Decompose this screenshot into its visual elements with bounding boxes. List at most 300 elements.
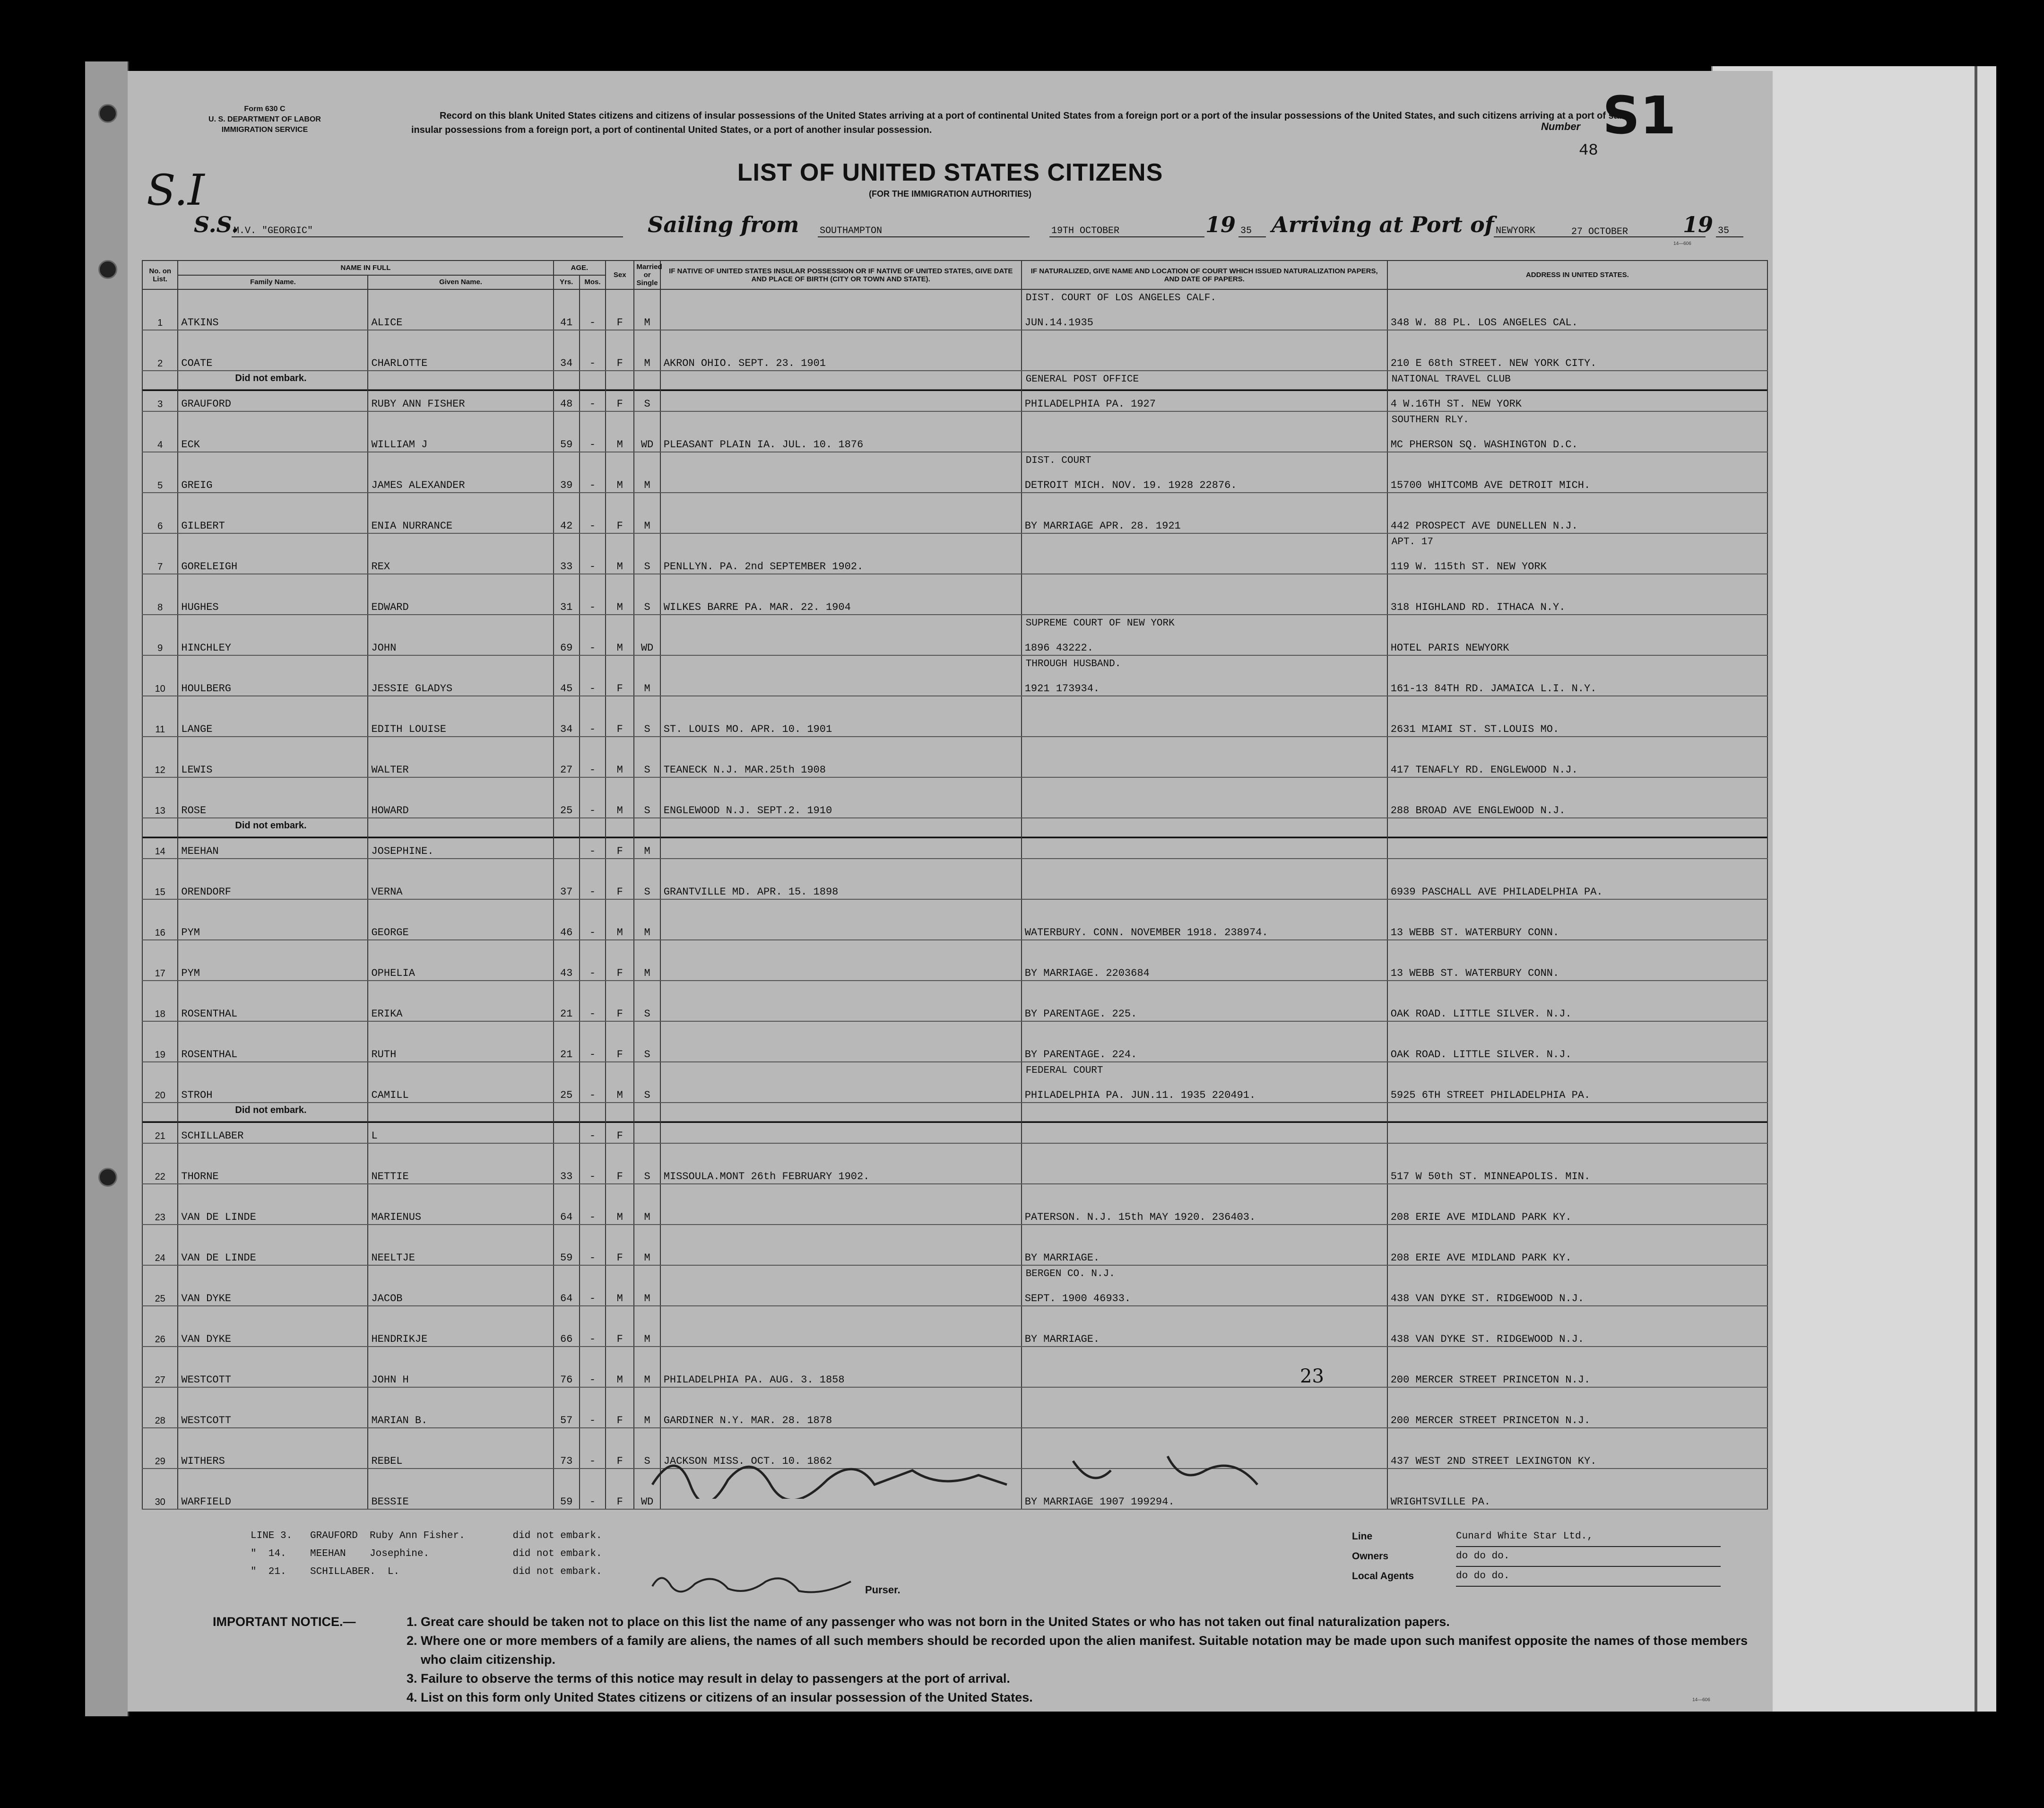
us-address (1387, 1143, 1767, 1184)
birth-place-date-text: ENGLEWOOD N.J. SEPT.2. 1910 (663, 805, 832, 817)
sex (606, 1062, 634, 1103)
marital-status (634, 1184, 660, 1225)
naturalization (1022, 655, 1387, 696)
row-number (142, 533, 178, 574)
sex (606, 452, 634, 493)
sex-text: F (616, 357, 623, 369)
given-name-text: JOHN H (371, 1374, 409, 1386)
age-months-text: - (589, 1008, 596, 1020)
family-name (178, 330, 368, 371)
family-name (178, 655, 368, 696)
age-years (554, 859, 580, 899)
sex (606, 1021, 634, 1062)
sex-text: M (616, 601, 623, 613)
age-months (580, 533, 606, 574)
naturalization-text: BY MARRIAGE 1907 199294. (1024, 1496, 1175, 1508)
family-name-text: VAN DYKE (181, 1293, 232, 1304)
family-name (178, 452, 368, 493)
us-address (1387, 1347, 1767, 1387)
row-number-text: 8 (157, 602, 163, 613)
age-months (580, 1387, 606, 1428)
birth-place-date (660, 533, 1022, 574)
sex (606, 981, 634, 1021)
naturalization (1022, 1265, 1387, 1306)
family-name-text: COATE (181, 357, 213, 369)
us-address-text: 6939 PASCHALL AVE PHILADELPHIA PA. (1390, 886, 1603, 898)
age-months-text: - (589, 1333, 596, 1345)
sex (606, 818, 634, 859)
table-row (142, 1347, 1767, 1387)
naturalization-line-1: SUPREME COURT OF NEW YORK (1025, 618, 1175, 629)
sex (606, 615, 634, 655)
row-number (142, 859, 178, 899)
birth-place-date (660, 1021, 1022, 1062)
birth-place-date (660, 1103, 1022, 1143)
age-months (580, 1021, 606, 1062)
family-name-text: STROH (181, 1089, 213, 1101)
col-given-name: Given Name. (368, 275, 553, 290)
row-number-text: 13 (155, 806, 165, 816)
given-name (368, 981, 553, 1021)
given-name (368, 940, 553, 981)
table-row (142, 1021, 1767, 1062)
sex (606, 655, 634, 696)
sex-text: F (616, 520, 623, 532)
sex-text: F (616, 967, 623, 979)
family-name-text: WARFIELD (181, 1496, 232, 1508)
sailing-label: Sailing from (648, 212, 799, 237)
family-name-text: HUGHES (181, 601, 219, 613)
age-months (580, 899, 606, 940)
passenger-rows (142, 289, 1767, 1509)
age-months (580, 859, 606, 899)
row-number (142, 289, 178, 330)
birth-place-date-text: PHILADELPHIA PA. AUG. 3. 1858 (663, 1374, 845, 1386)
age-years-text: 57 (560, 1415, 573, 1426)
age-months-text: - (589, 764, 596, 776)
row-number (142, 371, 178, 411)
age-years (554, 452, 580, 493)
birth-place-date (660, 452, 1022, 493)
col-mos: Mos. (580, 275, 606, 290)
us-address (1387, 533, 1767, 574)
birth-place-date (660, 940, 1022, 981)
marital-status (634, 940, 660, 981)
sex-text: M (616, 1374, 623, 1386)
age-months-text: - (589, 520, 596, 532)
naturalization (1022, 1021, 1387, 1062)
notice-list (407, 1612, 1754, 1707)
given-name (368, 1347, 553, 1387)
naturalization-text: BY MARRIAGE. 2203684 (1024, 967, 1150, 979)
row-number (142, 1103, 178, 1143)
marital-status (634, 1265, 660, 1306)
given-name-text: RUBY ANN FISHER (371, 398, 465, 410)
marital-status (634, 1143, 660, 1184)
age-months-text: - (589, 1211, 596, 1223)
did-not-embark-note: Did not embark. (235, 1105, 307, 1115)
birth-place-date (660, 330, 1022, 371)
given-name (368, 899, 553, 940)
row-number (142, 981, 178, 1021)
us-address-text: 5925 6TH STREET PHILADELPHIA PA. (1390, 1089, 1591, 1101)
age-months-text: - (589, 601, 596, 613)
naturalization-text: BY PARENTAGE. 225. (1024, 1008, 1137, 1020)
us-address (1387, 1306, 1767, 1347)
family-name-text: THORNE (181, 1171, 219, 1182)
age-months-text: - (589, 1496, 596, 1508)
naturalization (1022, 330, 1387, 371)
age-months-text: - (589, 967, 596, 979)
marital-status (634, 615, 660, 655)
table-row (142, 777, 1767, 818)
family-name (178, 1062, 368, 1103)
sex-text: F (616, 1130, 623, 1142)
age-years-text: 25 (560, 805, 573, 817)
table-row (142, 696, 1767, 737)
row-number (142, 1469, 178, 1509)
table-row (142, 371, 1767, 411)
age-months (580, 1062, 606, 1103)
age-months-text: - (589, 317, 596, 329)
family-name (178, 493, 368, 533)
family-name-text: PYM (181, 967, 200, 979)
marital-status-text: S (644, 1089, 650, 1101)
age-years (554, 1062, 580, 1103)
row-number-text: 11 (155, 724, 165, 735)
age-years (554, 615, 580, 655)
given-name-text: NETTIE (371, 1171, 409, 1182)
naturalization-line-1: GENERAL POST OFFICE (1025, 374, 1139, 385)
marital-status-text: S (644, 764, 650, 776)
us-address-text: WRIGHTSVILLE PA. (1390, 1496, 1490, 1508)
footer-note: " 14. MEEHAN Josephine. did not embark. (251, 1548, 602, 1559)
page-title: LIST OF UNITED STATES CITIZENS (737, 159, 1163, 186)
birth-place-date-text: PENLLYN. PA. 2nd SEPTEMBER 1902. (663, 561, 864, 573)
given-name (368, 696, 553, 737)
form-number: Form 630 C (244, 105, 286, 113)
department-name: U. S. DEPARTMENT OF LABOR (208, 115, 321, 123)
given-name (368, 371, 553, 411)
age-years-text: 41 (560, 317, 573, 329)
row-number (142, 818, 178, 859)
family-name-text: GREIG (181, 479, 213, 491)
birth-place-date (660, 574, 1022, 615)
marital-status-text: S (644, 805, 650, 817)
given-name (368, 452, 553, 493)
marital-status (634, 493, 660, 533)
row-number-text: 16 (155, 928, 165, 938)
age-months (580, 615, 606, 655)
naturalization (1022, 452, 1387, 493)
age-years-text: 59 (560, 1496, 573, 1508)
row-number (142, 1184, 178, 1225)
age-months-text: - (589, 723, 596, 735)
family-name-text: VAN DE LINDE (181, 1252, 256, 1264)
row-number (142, 737, 178, 777)
sex (606, 859, 634, 899)
table-row (142, 1306, 1767, 1347)
age-months (580, 371, 606, 411)
family-name (178, 289, 368, 330)
family-name-text: PYM (181, 927, 200, 939)
purser-signature (643, 1567, 860, 1602)
naturalization-text: BY MARRIAGE. (1024, 1252, 1100, 1264)
marital-status (634, 1062, 660, 1103)
us-address (1387, 371, 1767, 411)
naturalization-text: BY MARRIAGE APR. 28. 1921 (1024, 520, 1181, 532)
marital-status-text: M (644, 520, 650, 532)
marital-status (634, 981, 660, 1021)
sex (606, 1184, 634, 1225)
birth-place-date-text: TEANECK N.J. MAR.25th 1908 (663, 764, 826, 776)
given-name-text: CHARLOTTE (371, 357, 428, 369)
col-married: Married or Single (634, 261, 660, 289)
row-number-text: 12 (155, 765, 165, 775)
birth-place-date (660, 289, 1022, 330)
sex (606, 940, 634, 981)
given-name (368, 330, 553, 371)
age-years-text: 48 (560, 398, 573, 410)
ss-label: S.S. (194, 212, 239, 237)
age-months-text: - (589, 1415, 596, 1426)
age-years-text: 59 (560, 1252, 573, 1264)
given-name-text: JESSIE GLADYS (371, 683, 453, 695)
row-number-text: 29 (155, 1456, 165, 1467)
arriving-label: Arriving at Port of (1272, 212, 1494, 237)
age-years-text: 59 (560, 439, 573, 451)
marital-status (634, 371, 660, 411)
marital-status-text: M (644, 479, 650, 491)
age-months (580, 696, 606, 737)
age-years (554, 1428, 580, 1469)
age-years (554, 330, 580, 371)
family-name (178, 1347, 368, 1387)
marital-status-text: S (644, 398, 650, 410)
row-number-text: 21 (155, 1131, 165, 1141)
row-number-text: 19 (155, 1050, 165, 1060)
age-months (580, 1225, 606, 1265)
sex-text: M (616, 805, 623, 817)
marital-status-text: S (644, 1049, 650, 1060)
family-name (178, 615, 368, 655)
marital-status-text: M (644, 1252, 650, 1264)
us-address-text: 119 W. 115th ST. NEW YORK (1390, 561, 1547, 573)
birth-place-date (660, 1387, 1022, 1428)
marital-status-text: M (644, 845, 650, 857)
naturalization (1022, 411, 1387, 452)
age-years (554, 940, 580, 981)
family-name (178, 696, 368, 737)
naturalization (1022, 899, 1387, 940)
given-name-text: ENIA NURRANCE (371, 520, 453, 532)
family-name (178, 411, 368, 452)
age-months (580, 1265, 606, 1306)
row-number-text: 24 (155, 1253, 165, 1263)
sex-text: F (616, 1455, 623, 1467)
us-address-text: OAK ROAD. LITTLE SILVER. N.J. (1390, 1008, 1572, 1020)
sex-text: F (616, 398, 623, 410)
age-years-text: 64 (560, 1293, 573, 1304)
age-months-text: - (589, 357, 596, 369)
age-months-text: - (589, 805, 596, 817)
punch-hole (98, 260, 117, 279)
sex-text: M (616, 479, 623, 491)
sex-text: M (616, 1089, 623, 1101)
age-months-text: - (589, 561, 596, 573)
us-address (1387, 1021, 1767, 1062)
us-address (1387, 1103, 1767, 1143)
birth-place-date (660, 1225, 1022, 1265)
given-name (368, 737, 553, 777)
age-years-text: 34 (560, 357, 573, 369)
age-years (554, 411, 580, 452)
family-name-text: ECK (181, 439, 200, 451)
page-number: 23 (1300, 1365, 1324, 1387)
sex (606, 493, 634, 533)
naturalization (1022, 696, 1387, 737)
row-number (142, 1306, 178, 1347)
given-name-text: EDWARD (371, 601, 409, 613)
col-sex: Sex (606, 261, 634, 289)
given-name (368, 289, 553, 330)
age-years (554, 1021, 580, 1062)
age-months (580, 289, 606, 330)
family-name (178, 1469, 368, 1509)
us-address (1387, 493, 1767, 533)
marital-status-text: S (644, 1171, 650, 1182)
marital-status-text: S (644, 561, 650, 573)
family-name-text: ORENDORF (181, 886, 232, 898)
naturalization (1022, 940, 1387, 981)
age-months (580, 1143, 606, 1184)
marital-status (634, 1306, 660, 1347)
age-years (554, 655, 580, 696)
naturalization-text: PHILADELPHIA PA. JUN.11. 1935 220491. (1024, 1089, 1256, 1101)
age-years-text: 76 (560, 1374, 573, 1386)
col-family-name: Family Name. (178, 275, 368, 290)
age-years (554, 493, 580, 533)
marital-status-text: M (644, 967, 650, 979)
col-birth: IF NATIVE OF UNITED STATES INSULAR POSSESSION OR IF NATIVE OF UNITED STATES, GIVE DATE AND PLACE OF BIRTH (CITY OR TOWN AND STATE). (660, 261, 1022, 289)
given-name-text: JOSEPHINE. (371, 845, 434, 857)
table-row (142, 940, 1767, 981)
table-row (142, 289, 1767, 330)
notice-item: 4. List on this form only United States citizens or citizens of an insular possession of the United States. (407, 1690, 1033, 1704)
given-name (368, 655, 553, 696)
sex-text: F (616, 683, 623, 695)
given-name-text: MARIAN B. (371, 1415, 428, 1426)
age-years-text: 37 (560, 886, 573, 898)
owners-value: do do do. (1456, 1547, 1721, 1567)
birth-place-date (660, 1143, 1022, 1184)
given-name-text: HOWARD (371, 805, 409, 817)
age-months (580, 1347, 606, 1387)
us-address-line-1: SOUTHERN RLY. (1391, 415, 1469, 426)
sex (606, 1265, 634, 1306)
age-years (554, 1306, 580, 1347)
binding-margin (85, 61, 129, 1716)
age-years (554, 1265, 580, 1306)
given-name (368, 411, 553, 452)
age-years (554, 1347, 580, 1387)
naturalization (1022, 493, 1387, 533)
sex-text: M (616, 1293, 623, 1304)
us-address (1387, 899, 1767, 940)
marital-status (634, 1225, 660, 1265)
family-name (178, 1306, 368, 1347)
birth-place-date-text: ST. LOUIS MO. APR. 10. 1901 (663, 723, 832, 735)
age-years-text: 43 (560, 967, 573, 979)
given-name (368, 1387, 553, 1428)
birth-place-date (660, 655, 1022, 696)
naturalization (1022, 533, 1387, 574)
age-months (580, 330, 606, 371)
family-name-text: ATKINS (181, 317, 219, 329)
row-number (142, 1347, 178, 1387)
naturalization (1022, 1103, 1387, 1143)
given-name-text: EDITH LOUISE (371, 723, 446, 735)
punch-hole (98, 104, 117, 123)
table-row (142, 1184, 1767, 1225)
age-years-text: 46 (560, 927, 573, 939)
age-months-text: - (589, 1049, 596, 1060)
sailing-date: 19TH OCTOBER (1049, 226, 1204, 237)
age-months (580, 574, 606, 615)
us-address (1387, 1265, 1767, 1306)
row-number (142, 655, 178, 696)
family-name-text: ROSENTHAL (181, 1049, 238, 1060)
us-address (1387, 737, 1767, 777)
age-months-text: - (589, 398, 596, 410)
row-number-text: 1 (157, 318, 163, 328)
given-name-text: JAMES ALEXANDER (371, 479, 465, 491)
family-name (178, 737, 368, 777)
sailing-port: SOUTHAMPTON (818, 226, 1030, 237)
naturalization-line-1: BERGEN CO. N.J. (1025, 1269, 1115, 1279)
family-name (178, 859, 368, 899)
family-name-text: WESTCOTT (181, 1374, 232, 1386)
age-months (580, 1428, 606, 1469)
age-months-text: - (589, 1293, 596, 1304)
us-address (1387, 1387, 1767, 1428)
marital-status (634, 1021, 660, 1062)
col-no: No. on List. (142, 261, 178, 289)
family-name (178, 574, 368, 615)
age-months (580, 1306, 606, 1347)
signature-scribble (648, 1442, 1309, 1499)
naturalization-text: PATERSON. N.J. 15th MAY 1920. 236403. (1024, 1211, 1256, 1223)
age-years-text: 66 (560, 1333, 573, 1345)
age-years-text: 73 (560, 1455, 573, 1467)
birth-place-date (660, 696, 1022, 737)
marital-status-text: M (644, 1374, 650, 1386)
given-name-text: VERNA (371, 886, 403, 898)
sex-text: M (616, 561, 623, 573)
us-address-text: 210 E 68th STREET. NEW YORK CITY. (1390, 357, 1597, 369)
sex (606, 411, 634, 452)
marital-status-text: M (644, 1293, 650, 1304)
arrival-date: 27 OCTOBER (1571, 226, 1628, 237)
given-name-text: ALICE (371, 317, 403, 329)
age-years-text: 69 (560, 642, 573, 654)
marital-status-text: M (644, 1415, 650, 1426)
table-row (142, 655, 1767, 696)
marital-status-text: S (644, 1455, 650, 1467)
given-name (368, 859, 553, 899)
arrival-year: 35 (1716, 226, 1743, 237)
age-years (554, 1184, 580, 1225)
